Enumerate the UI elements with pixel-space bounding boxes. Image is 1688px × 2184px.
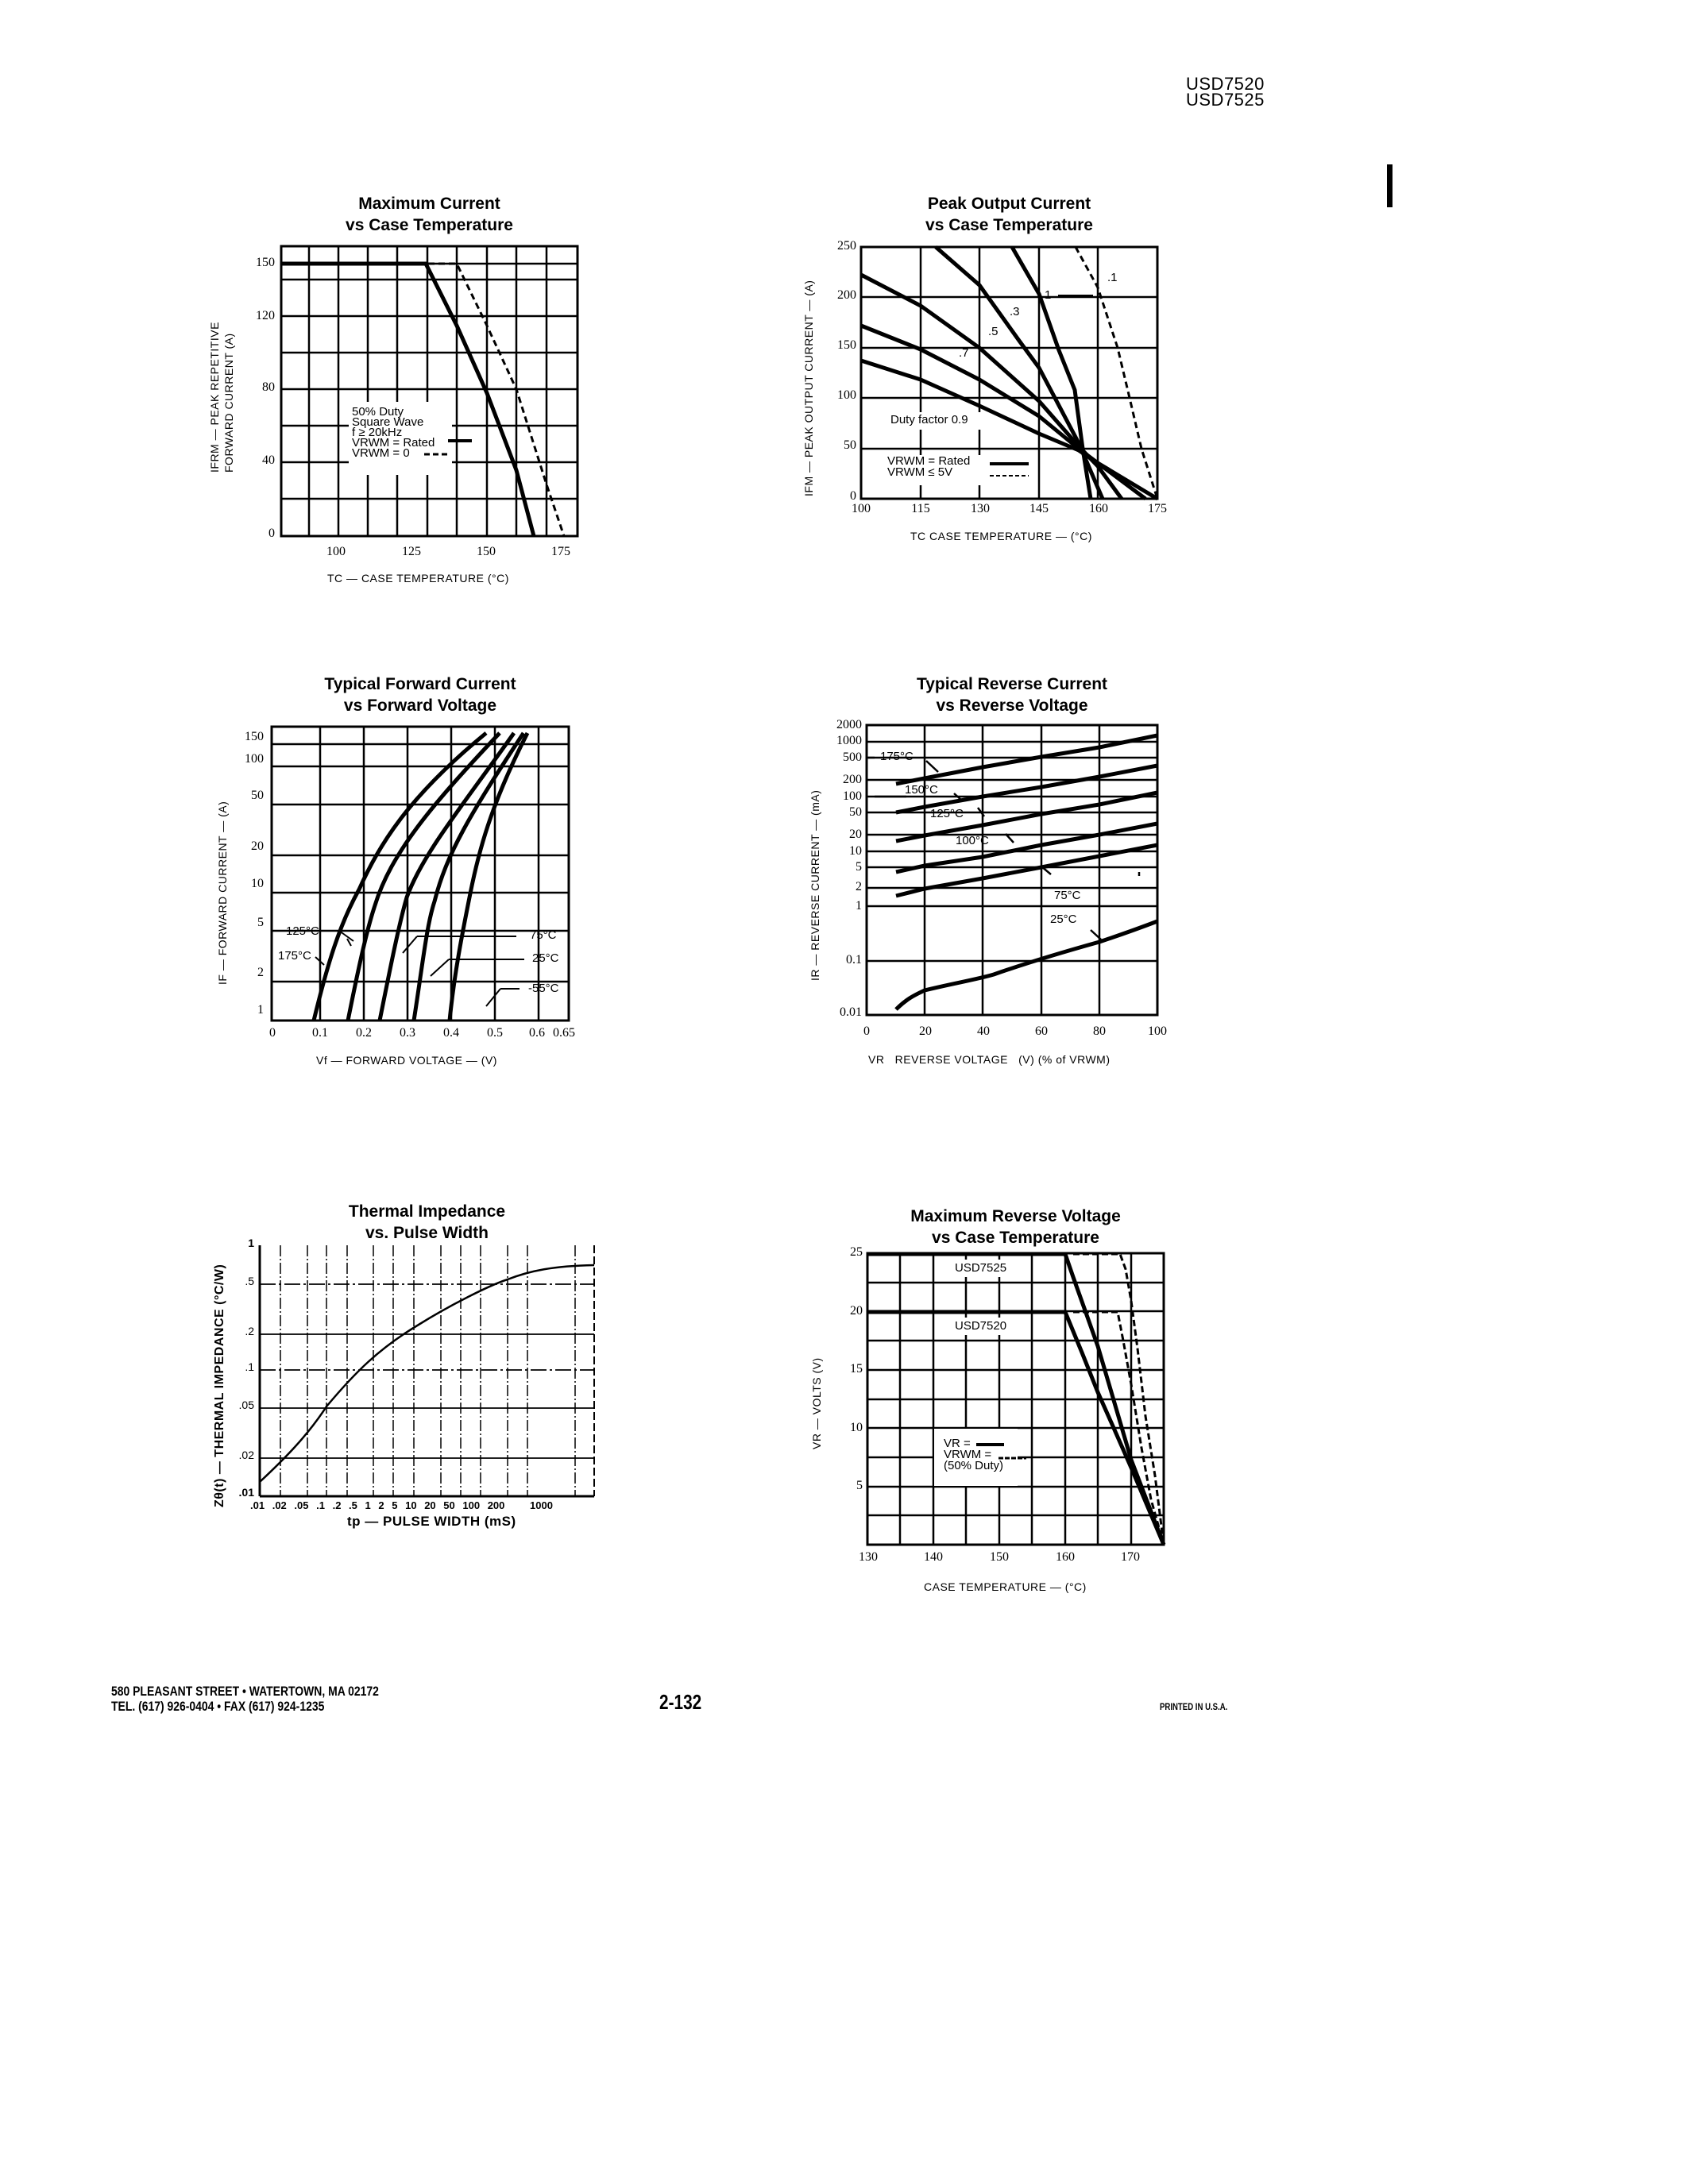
x-tick: 50 (443, 1499, 455, 1511)
x-tick: 20 (424, 1499, 436, 1511)
y-tick: 150 (837, 338, 856, 352)
x-tick: 115 (911, 502, 930, 515)
x-tick: 100 (326, 545, 346, 558)
y-tick: 20 (849, 828, 862, 841)
x-tick: 100 (462, 1499, 481, 1511)
title-line-2: vs Case Temperature (932, 1229, 1099, 1247)
plot-area (281, 246, 577, 536)
y-tick: 100 (837, 388, 856, 402)
y-tick: 40 (262, 453, 275, 467)
address-line: 580 PLEASANT STREET • WATERTOWN, MA 02172 (111, 1684, 379, 1699)
part-number-1: USD7520 (1186, 74, 1265, 94)
y-tick: 10 (850, 1421, 863, 1434)
curve-label: .1 (1107, 271, 1118, 284)
label-25c: 25°C (1050, 913, 1077, 926)
x-tick-row (250, 1499, 553, 1511)
title-line-2: vs Forward Voltage (343, 696, 497, 715)
title-line-1: Thermal Impedance (348, 1202, 506, 1221)
y-axis-title-2: FORWARD CURRENT (A) (222, 333, 235, 473)
label-150c: 150°C (905, 783, 938, 797)
chart-title (260, 1201, 594, 1244)
x-tick: 145 (1029, 502, 1049, 515)
label-100c: 100°C (956, 834, 989, 847)
y-tick: 0.1 (846, 953, 862, 967)
title-line-1: Peak Output Current (927, 195, 1091, 213)
x-tick: 5 (392, 1499, 398, 1511)
x-tick: .01 (250, 1499, 265, 1511)
footer-address (111, 1684, 379, 1714)
legend (352, 407, 435, 458)
y-tick: 50 (251, 789, 264, 802)
x-tick: 0.3 (400, 1026, 415, 1040)
label-usd7525: USD7525 (955, 1261, 1007, 1275)
x-axis-title: TC — CASE TEMPERATURE (°C) (327, 572, 509, 585)
x-tick: 60 (1035, 1024, 1048, 1038)
legend (887, 456, 970, 478)
x-tick: 0 (269, 1026, 276, 1040)
legend-dashed-label: VRWM = 0 (352, 446, 410, 460)
y-tick: 10 (251, 877, 264, 890)
y-tick: .01 (238, 1486, 254, 1499)
x-tick: 170 (1121, 1550, 1140, 1564)
legend-solid-label: VRWM = Rated (887, 454, 971, 468)
x-tick: .2 (332, 1499, 342, 1511)
y-tick: 10 (849, 844, 862, 858)
y-tick: 2000 (836, 718, 862, 731)
title-line-2: vs Reverse Voltage (936, 696, 1088, 715)
label-usd7520: USD7520 (955, 1319, 1007, 1333)
y-tick: 150 (256, 256, 275, 269)
y-tick: .2 (245, 1325, 254, 1337)
legend-note: Square Wave (352, 415, 424, 429)
chart-title (272, 673, 569, 716)
y-tick: 2 (257, 966, 264, 979)
legend-note: f ≥ 20kHz (352, 426, 403, 439)
x-tick: 130 (859, 1550, 878, 1564)
duty-factor-label: Duty factor 0.9 (890, 413, 968, 426)
title-line-1: Maximum Reverse Voltage (910, 1207, 1121, 1225)
y-tick: 200 (843, 773, 862, 786)
y-axis-title: IFM — PEAK OUTPUT CURRENT — (A) (802, 280, 815, 496)
x-tick: .5 (349, 1499, 357, 1511)
part-numbers (1186, 76, 1265, 108)
x-tick: 200 (487, 1499, 505, 1511)
x-tick: 0.65 (553, 1026, 575, 1040)
y-tick: 15 (850, 1362, 863, 1376)
chart-title (281, 193, 577, 236)
y-tick: 500 (843, 751, 862, 764)
chart-title (867, 673, 1157, 716)
title-line-1: Typical Reverse Current (916, 675, 1108, 693)
curve-label: .7 (959, 346, 969, 360)
y-tick: 2 (856, 880, 862, 893)
y-axis-title: IFRM — PEAK REPETITIVE (208, 322, 221, 473)
y-tick: 50 (844, 438, 856, 452)
label-minus55c: -55°C (528, 982, 559, 995)
legend-note: 50% Duty (352, 405, 404, 419)
title-line-2: vs Case Temperature (346, 216, 513, 234)
title-line-2: vs. Pulse Width (365, 1224, 489, 1242)
y-tick: 5 (856, 860, 862, 874)
x-tick: 20 (919, 1024, 932, 1038)
legend-solid-label: VR = (944, 1437, 971, 1450)
y-tick: 1000 (836, 734, 862, 747)
y-tick: 5 (257, 916, 264, 929)
x-tick: 80 (1093, 1024, 1106, 1038)
x-axis-title: tp — PULSE WIDTH (mS) (347, 1514, 516, 1529)
y-tick: 120 (256, 309, 275, 322)
label-75c: 75°C (530, 928, 557, 942)
legend-dashed-label: VRWM = (944, 1448, 992, 1461)
x-tick: 175 (551, 545, 570, 558)
y-axis-title: VR — VOLTS (V) (810, 1357, 823, 1449)
x-axis-title: Vf — FORWARD VOLTAGE — (V) (316, 1054, 497, 1067)
y-tick: 200 (837, 288, 856, 302)
curve-label: 1 (1045, 288, 1052, 302)
x-tick: .1 (316, 1499, 325, 1511)
y-tick: 100 (843, 789, 862, 803)
label-75c: 75°C (1054, 889, 1081, 902)
label-125c: 125°C (286, 924, 319, 938)
x-axis-title: TC CASE TEMPERATURE — (°C) (910, 530, 1092, 542)
y-tick: 100 (245, 752, 264, 766)
y-tick: 0 (850, 489, 856, 503)
title-line-2: vs Case Temperature (925, 216, 1093, 234)
x-tick: 1000 (530, 1499, 553, 1511)
y-tick: 0 (268, 527, 275, 540)
y-axis-title: Zθ(t) — THERMAL IMPEDANCE (°C/W) (213, 1264, 226, 1507)
printed-in-usa: PRINTED IN U.S.A. (1160, 1701, 1228, 1712)
y-tick: 1 (856, 899, 862, 913)
y-tick: 50 (849, 805, 862, 819)
y-tick: 80 (262, 380, 275, 394)
x-tick: 0.6 (529, 1026, 545, 1040)
x-tick: 0.2 (356, 1026, 372, 1040)
curve-label: .3 (1010, 305, 1020, 318)
x-tick: 1 (365, 1499, 371, 1511)
y-axis-title: IR — REVERSE CURRENT — (mA) (809, 789, 821, 981)
y-tick: 25 (850, 1245, 863, 1259)
x-tick: 0.1 (312, 1026, 328, 1040)
x-tick: .05 (294, 1499, 309, 1511)
legend-solid-label: VRWM = Rated (352, 436, 435, 450)
legend-dashed-label: VRWM ≤ 5V (887, 465, 953, 479)
label-175c: 175°C (278, 949, 311, 963)
x-tick: 0.5 (487, 1026, 503, 1040)
title-line-1: Typical Forward Current (324, 675, 516, 693)
plot-area (867, 725, 1157, 1015)
y-axis-title: IF — FORWARD CURRENT — (A) (216, 801, 229, 985)
x-axis-title: VR REVERSE VOLTAGE (V) (% of VRWM) (868, 1053, 1111, 1066)
x-tick: 0 (863, 1024, 870, 1038)
label-125c: 125°C (930, 807, 964, 820)
part-number-2: USD7525 (1186, 90, 1265, 110)
y-tick: 1 (248, 1237, 254, 1249)
x-tick: 150 (477, 545, 496, 558)
y-tick: 20 (850, 1304, 863, 1318)
curve-label: .5 (988, 325, 999, 338)
x-tick: 125 (402, 545, 421, 558)
x-tick: 0.4 (443, 1026, 459, 1040)
x-tick: 100 (852, 502, 871, 515)
y-tick: 5 (856, 1479, 863, 1492)
plot-area (867, 1253, 1164, 1545)
title-line-1: Maximum Current (358, 195, 500, 213)
x-tick: 175 (1148, 502, 1167, 515)
chart-title (867, 1206, 1164, 1248)
x-tick: .02 (272, 1499, 287, 1511)
label-25c: 25°C (532, 951, 559, 965)
x-tick: 150 (990, 1550, 1009, 1564)
label-175c: 175°C (880, 750, 914, 763)
y-tick: 0.01 (840, 1005, 862, 1019)
y-tick: 150 (245, 730, 264, 743)
x-tick: 100 (1148, 1024, 1167, 1038)
y-tick: .02 (238, 1449, 254, 1461)
x-tick: 160 (1056, 1550, 1075, 1564)
x-tick: 130 (971, 502, 990, 515)
chart-title (861, 193, 1157, 236)
x-tick: 10 (405, 1499, 417, 1511)
y-tick: 1 (257, 1003, 264, 1017)
y-tick: 250 (837, 239, 856, 253)
contact-line: TEL. (617) 926-0404 • FAX (617) 924-1235 (111, 1699, 325, 1714)
x-tick: 160 (1089, 502, 1108, 515)
plot-area (272, 727, 569, 1021)
plot-area (260, 1245, 594, 1496)
legend-note: (50% Duty) (944, 1459, 1004, 1472)
revision-bar (1387, 164, 1393, 207)
x-tick: 140 (924, 1550, 943, 1564)
y-tick: .05 (238, 1399, 254, 1411)
y-tick: .5 (245, 1275, 254, 1287)
y-tick: 20 (251, 839, 264, 853)
x-tick: 2 (378, 1499, 384, 1511)
x-axis-title: CASE TEMPERATURE — (°C) (924, 1580, 1087, 1593)
y-tick: .1 (245, 1360, 254, 1373)
legend (944, 1438, 1003, 1472)
x-tick: 40 (977, 1024, 990, 1038)
page-number: 2-132 (659, 1690, 702, 1714)
